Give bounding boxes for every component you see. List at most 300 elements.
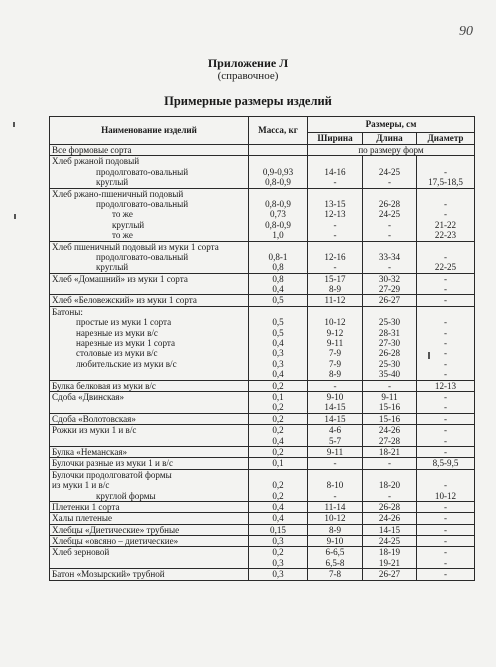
width-line: 8-10 bbox=[326, 480, 344, 491]
mass-line: 0,8-0,9 bbox=[265, 198, 291, 209]
cell-name bbox=[50, 188, 249, 241]
cell-mass bbox=[249, 273, 308, 295]
mass-line bbox=[251, 189, 305, 199]
mass-line bbox=[251, 470, 305, 480]
cell-length bbox=[363, 425, 417, 447]
cell-name bbox=[50, 524, 249, 535]
cell-mass bbox=[249, 145, 308, 156]
width-line bbox=[310, 307, 360, 317]
diameter-line: - bbox=[443, 446, 448, 457]
cell-mass bbox=[249, 501, 308, 512]
width-line: - bbox=[333, 177, 337, 188]
diameter-line: - bbox=[443, 295, 448, 306]
name-line: продолговато-овальный bbox=[96, 166, 189, 177]
cell-length bbox=[363, 273, 417, 295]
diameter-line: - bbox=[443, 425, 448, 436]
name-line bbox=[52, 369, 246, 379]
cell-length bbox=[363, 295, 417, 306]
cell-width bbox=[308, 392, 363, 414]
cell-width bbox=[308, 524, 363, 535]
width-line: 6-6,5 bbox=[325, 547, 345, 558]
cell-mass bbox=[249, 524, 308, 535]
header-sizes: Размеры, см bbox=[308, 117, 475, 133]
mass-line: 0,2 bbox=[272, 446, 284, 457]
mass-line: 0,2 bbox=[272, 480, 284, 491]
length-line: 25-30 bbox=[378, 358, 401, 369]
diameter-line: 12-13 bbox=[434, 380, 457, 391]
diameter-line: - bbox=[443, 392, 448, 402]
cell-diameter bbox=[417, 273, 475, 295]
cell-name bbox=[50, 380, 249, 391]
diameter-line: - bbox=[443, 338, 448, 349]
cell-name bbox=[50, 413, 249, 424]
cell-length bbox=[363, 469, 417, 501]
length-line bbox=[365, 307, 414, 317]
length-line: - bbox=[387, 177, 392, 188]
mass-line: 0,4 bbox=[272, 369, 284, 380]
diameter-line: - bbox=[443, 435, 448, 446]
name-line: Плетенки 1 сорта bbox=[52, 501, 120, 512]
cell-mass bbox=[249, 446, 308, 457]
cell-mass bbox=[249, 188, 308, 241]
diameter-line: - bbox=[443, 402, 448, 413]
length-line: 26-28 bbox=[378, 501, 401, 512]
width-line: 7-9 bbox=[328, 348, 342, 359]
diameter-line: - bbox=[443, 209, 448, 220]
cell-mass bbox=[249, 413, 308, 424]
width-line: 8-9 bbox=[328, 284, 342, 295]
cell-width bbox=[308, 446, 363, 457]
width-line: 7-9 bbox=[328, 358, 342, 369]
width-line: 8-9 bbox=[328, 524, 342, 535]
cell-name bbox=[50, 501, 249, 512]
length-line: 18-19 bbox=[378, 547, 401, 558]
width-line: - bbox=[333, 262, 337, 273]
cell-name bbox=[50, 469, 249, 501]
length-line: 24-26 bbox=[378, 513, 401, 524]
table-row bbox=[50, 392, 475, 414]
cell-length bbox=[363, 380, 417, 391]
diameter-line: 10-12 bbox=[434, 490, 457, 501]
mass-line: 0,1 bbox=[272, 458, 284, 469]
mass-line: 0,1 bbox=[272, 392, 284, 402]
length-line: 28-31 bbox=[378, 327, 401, 338]
width-line: 7-8 bbox=[328, 569, 342, 580]
table-row bbox=[50, 513, 475, 524]
header-name: Наименование изделий bbox=[50, 117, 249, 145]
length-line: 26-28 bbox=[378, 348, 401, 359]
cell-name bbox=[50, 145, 249, 156]
name-line: Рожки из муки 1 и в/с bbox=[52, 425, 137, 436]
diameter-line: - bbox=[443, 536, 448, 547]
name-line bbox=[52, 558, 246, 568]
cell-length bbox=[363, 547, 417, 569]
length-line: 26-28 bbox=[378, 198, 401, 209]
mass-line: 0,8 bbox=[272, 262, 284, 273]
length-line: 24-25 bbox=[378, 166, 401, 177]
cell-length bbox=[363, 513, 417, 524]
length-line: - bbox=[387, 219, 392, 230]
cell-diameter bbox=[417, 425, 475, 447]
width-line: - bbox=[333, 230, 337, 241]
name-line: Батоны: bbox=[52, 306, 83, 317]
cell-width bbox=[308, 569, 363, 580]
cell-length bbox=[363, 188, 417, 241]
diameter-line: - bbox=[443, 166, 448, 177]
name-line: Булка «Неманская» bbox=[52, 446, 128, 457]
mass-line: 0,2 bbox=[272, 380, 284, 391]
cell-mass bbox=[249, 513, 308, 524]
length-line: 24-25 bbox=[378, 209, 401, 220]
mass-line: 0,5 bbox=[272, 327, 284, 338]
cell-mass bbox=[249, 569, 308, 580]
table-row bbox=[50, 156, 475, 188]
cell-diameter bbox=[417, 446, 475, 457]
cell-name bbox=[50, 536, 249, 547]
mass-line: 0,3 bbox=[272, 557, 284, 568]
table-row bbox=[50, 501, 475, 512]
cell-diameter bbox=[417, 413, 475, 424]
length-line bbox=[365, 156, 414, 166]
length-line: - bbox=[387, 230, 392, 241]
cell-name bbox=[50, 306, 249, 380]
length-line: 27-28 bbox=[378, 435, 401, 446]
scan-mark bbox=[13, 122, 15, 127]
table-row bbox=[50, 295, 475, 306]
mass-line bbox=[251, 307, 305, 317]
name-line: Булочки разные из муки 1 и в/с bbox=[52, 458, 173, 469]
cell-width bbox=[308, 413, 363, 424]
length-line: - bbox=[387, 262, 392, 273]
table-title: Примерные размеры изделий bbox=[164, 94, 332, 108]
name-line: то же bbox=[112, 209, 133, 220]
cell-name bbox=[50, 547, 249, 569]
name-line: круглый bbox=[112, 219, 145, 230]
diameter-line: 22-25 bbox=[434, 262, 457, 273]
width-line: 14-15 bbox=[324, 402, 346, 413]
cell-width bbox=[308, 458, 363, 469]
table-row bbox=[50, 188, 475, 241]
diameter-line: - bbox=[443, 513, 448, 524]
cell-name bbox=[50, 156, 249, 188]
name-line bbox=[52, 284, 246, 294]
length-line: 24-25 bbox=[378, 536, 401, 547]
header-mass: Масса, кг bbox=[249, 117, 308, 145]
length-line: - bbox=[387, 380, 392, 391]
name-line bbox=[52, 436, 246, 446]
mass-line: 0,2 bbox=[272, 425, 284, 436]
width-line: - bbox=[333, 219, 337, 230]
mass-line: 0,4 bbox=[272, 284, 284, 295]
length-line: 26-27 bbox=[378, 295, 401, 306]
cell-length bbox=[363, 501, 417, 512]
cell-diameter bbox=[417, 380, 475, 391]
length-line: 26-27 bbox=[378, 569, 401, 580]
cell-diameter bbox=[417, 156, 475, 188]
cell-diameter bbox=[417, 306, 475, 380]
table-row bbox=[50, 306, 475, 380]
cell-width bbox=[308, 536, 363, 547]
mass-line: 0,3 bbox=[272, 358, 284, 369]
cell-name bbox=[50, 241, 249, 273]
cell-width bbox=[308, 380, 363, 391]
diameter-line: 21-22 bbox=[434, 219, 457, 230]
cell-width bbox=[308, 306, 363, 380]
diameter-line bbox=[419, 242, 472, 252]
name-line: Сдоба «Волотовская» bbox=[52, 413, 136, 424]
cell-diameter bbox=[417, 188, 475, 241]
length-line: 27-30 bbox=[378, 338, 401, 349]
scan-mark bbox=[14, 214, 16, 219]
mass-line: 0,8-0,9 bbox=[265, 177, 291, 188]
table-row bbox=[50, 569, 475, 580]
name-line: продолговато-овальный bbox=[96, 251, 189, 262]
length-line: 24-26 bbox=[378, 425, 401, 436]
cell-length bbox=[363, 446, 417, 457]
name-line: столовые из муки в/с bbox=[76, 348, 158, 359]
length-line: 19-21 bbox=[378, 557, 401, 568]
cell-name bbox=[50, 458, 249, 469]
mass-line: 0,8-1 bbox=[268, 251, 288, 262]
cell-mass bbox=[249, 536, 308, 547]
name-line: нарезные из муки 1 сорта bbox=[76, 338, 176, 349]
table-row bbox=[50, 547, 475, 569]
width-line: 4-6 bbox=[328, 425, 342, 436]
cell-diameter bbox=[417, 295, 475, 306]
width-line: 9-12 bbox=[326, 327, 344, 338]
diameter-line: 8,5-9,5 bbox=[432, 458, 459, 469]
cell-mass bbox=[249, 306, 308, 380]
cell-width bbox=[308, 547, 363, 569]
mass-line: 0,2 bbox=[272, 413, 284, 424]
cell-name bbox=[50, 295, 249, 306]
mass-line bbox=[251, 242, 305, 252]
name-line: Хлеб «Беловежский» из муки 1 сорта bbox=[52, 295, 197, 306]
appendix-title: Приложение Л bbox=[207, 56, 289, 70]
diameter-line: - bbox=[443, 480, 448, 491]
width-line bbox=[310, 189, 360, 199]
width-line: 13-15 bbox=[324, 198, 346, 209]
mass-line: 0,2 bbox=[272, 402, 284, 413]
name-line: Все формовые сорта bbox=[52, 145, 132, 155]
length-line: 27-29 bbox=[378, 284, 401, 295]
cell-width bbox=[308, 425, 363, 447]
name-line: Хлеб ржаной подовый bbox=[52, 156, 140, 167]
table-row bbox=[50, 241, 475, 273]
name-line: Булка белковая из муки в/с bbox=[52, 380, 156, 391]
width-line: 10-12 bbox=[324, 317, 346, 328]
length-line: 18-21 bbox=[378, 446, 401, 457]
cell-width bbox=[308, 156, 363, 188]
name-line: Хлебцы «овсяно – диетические» bbox=[52, 536, 179, 547]
cell-span-text: по размеру форм bbox=[308, 145, 475, 156]
cell-name bbox=[50, 569, 249, 580]
mass-line: 0,73 bbox=[270, 209, 286, 220]
mass-line: 0,9-0,93 bbox=[262, 166, 294, 177]
cell-diameter bbox=[417, 569, 475, 580]
mass-line: 0,3 bbox=[272, 348, 284, 359]
name-line: любительские из муки в/с bbox=[76, 358, 177, 369]
diameter-line: - bbox=[443, 557, 448, 568]
cell-diameter bbox=[417, 241, 475, 273]
page-number: 90 bbox=[459, 24, 473, 39]
diameter-line: - bbox=[443, 327, 448, 338]
name-line: Халы плетеные bbox=[52, 513, 113, 524]
width-line: 11-14 bbox=[324, 501, 346, 512]
diameter-line: - bbox=[443, 284, 448, 295]
diameter-line: - bbox=[443, 569, 448, 580]
mass-line: 1,0 bbox=[272, 230, 284, 241]
length-line: 30-32 bbox=[378, 273, 401, 284]
length-line: 15-16 bbox=[378, 413, 401, 424]
cell-diameter bbox=[417, 501, 475, 512]
mass-line: 0,2 bbox=[272, 547, 284, 558]
table-row bbox=[50, 413, 475, 424]
diameter-line: - bbox=[443, 501, 448, 512]
length-line: 14-15 bbox=[378, 524, 401, 535]
cell-width bbox=[308, 273, 363, 295]
mass-line: 0,8 bbox=[272, 273, 284, 284]
name-line: Хлеб зерновой bbox=[52, 547, 110, 558]
cell-mass bbox=[249, 547, 308, 569]
diameter-line: - bbox=[443, 348, 448, 359]
diameter-line: - bbox=[443, 369, 448, 380]
cell-length bbox=[363, 569, 417, 580]
cell-length bbox=[363, 156, 417, 188]
mass-line: 0,3 bbox=[272, 536, 284, 547]
length-line: 25-30 bbox=[378, 317, 401, 328]
cell-diameter bbox=[417, 458, 475, 469]
diameter-line: - bbox=[443, 317, 448, 328]
cell-name bbox=[50, 446, 249, 457]
diameter-line: 17,5-18,5 bbox=[428, 177, 463, 188]
name-line bbox=[52, 402, 246, 412]
diameter-line bbox=[419, 156, 472, 166]
length-line: - bbox=[387, 458, 392, 469]
table-row bbox=[50, 469, 475, 501]
cell-width bbox=[308, 469, 363, 501]
cell-mass bbox=[249, 425, 308, 447]
cell-length bbox=[363, 536, 417, 547]
cell-mass bbox=[249, 458, 308, 469]
cell-width bbox=[308, 295, 363, 306]
length-line: 35-40 bbox=[378, 369, 401, 380]
length-line: 15-16 bbox=[378, 402, 401, 413]
mass-line: 0,2 bbox=[272, 490, 284, 501]
table-row bbox=[50, 446, 475, 457]
length-line bbox=[365, 470, 414, 480]
cell-name bbox=[50, 392, 249, 414]
diameter-line: - bbox=[443, 198, 448, 209]
sizes-table bbox=[49, 116, 475, 581]
cell-length bbox=[363, 306, 417, 380]
diameter-line: - bbox=[443, 547, 448, 558]
width-line: 14-15 bbox=[324, 413, 346, 424]
width-line: 9-11 bbox=[326, 446, 344, 457]
table-row bbox=[50, 524, 475, 535]
table-row bbox=[50, 380, 475, 391]
width-line: 8-9 bbox=[328, 369, 342, 380]
cell-mass bbox=[249, 392, 308, 414]
cell-length bbox=[363, 392, 417, 414]
diameter-line bbox=[419, 189, 472, 199]
diameter-line: - bbox=[443, 358, 448, 369]
cell-diameter bbox=[417, 513, 475, 524]
width-line: 6,5-8 bbox=[325, 557, 345, 568]
cell-diameter bbox=[417, 469, 475, 501]
appendix-type: (справочное) bbox=[217, 70, 279, 82]
table-row bbox=[50, 425, 475, 447]
length-line bbox=[365, 242, 414, 252]
header-diameter: Диаметр bbox=[417, 133, 475, 145]
mass-line: 0,5 bbox=[272, 295, 284, 306]
width-line: 14-16 bbox=[324, 166, 346, 177]
name-line: Булочки продолговатой формы bbox=[52, 469, 172, 480]
name-line: Батон «Мозырский» трубной bbox=[52, 569, 165, 580]
mass-line: 0,4 bbox=[272, 501, 284, 512]
cell-mass bbox=[249, 469, 308, 501]
name-line: Хлеб «Домашний» из муки 1 сорта bbox=[52, 273, 188, 284]
cell-mass bbox=[249, 241, 308, 273]
length-line: 18-20 bbox=[378, 480, 401, 491]
table-row bbox=[50, 458, 475, 469]
diameter-line bbox=[419, 470, 472, 480]
cell-length bbox=[363, 241, 417, 273]
width-line: 5-7 bbox=[328, 435, 342, 446]
width-line: 11-12 bbox=[324, 295, 346, 306]
cell-diameter bbox=[417, 524, 475, 535]
diameter-line bbox=[419, 307, 472, 317]
width-line bbox=[310, 156, 360, 166]
width-line: 12-13 bbox=[324, 209, 346, 220]
cell-length bbox=[363, 413, 417, 424]
table-row bbox=[50, 273, 475, 295]
mass-line: 0,8-0,9 bbox=[265, 219, 291, 230]
width-line: - bbox=[333, 490, 337, 501]
name-line: Хлебцы «Диетические» трубные bbox=[52, 524, 180, 535]
cell-mass bbox=[249, 295, 308, 306]
cell-diameter bbox=[417, 392, 475, 414]
mass-line: 0,4 bbox=[272, 338, 284, 349]
name-line: круглой формы bbox=[96, 490, 156, 501]
width-line bbox=[310, 470, 360, 480]
cell-length bbox=[363, 524, 417, 535]
table-row bbox=[50, 536, 475, 547]
width-line: - bbox=[333, 458, 337, 469]
diameter-line: - bbox=[443, 524, 448, 535]
mass-line: 0,5 bbox=[272, 317, 284, 328]
length-line: 33-34 bbox=[378, 251, 401, 262]
mass-line: 0,4 bbox=[272, 435, 284, 446]
diameter-line: - bbox=[443, 413, 448, 424]
diameter-line: - bbox=[443, 273, 448, 284]
width-line: 9-10 bbox=[326, 392, 344, 402]
width-line: 10-12 bbox=[324, 513, 346, 524]
diameter-line: - bbox=[443, 251, 448, 262]
cell-name bbox=[50, 273, 249, 295]
mass-line bbox=[251, 156, 305, 166]
width-line: 15-17 bbox=[324, 273, 346, 284]
width-line: 12-16 bbox=[324, 251, 346, 262]
mass-line: 0,3 bbox=[272, 569, 284, 580]
mass-line bbox=[251, 145, 305, 155]
name-line: из муки 1 и в/с bbox=[52, 480, 110, 491]
cell-width bbox=[308, 188, 363, 241]
mass-line: 0,15 bbox=[270, 524, 286, 535]
name-line: продолговато-овальный bbox=[96, 198, 189, 209]
length-line bbox=[365, 189, 414, 199]
cell-diameter bbox=[417, 536, 475, 547]
